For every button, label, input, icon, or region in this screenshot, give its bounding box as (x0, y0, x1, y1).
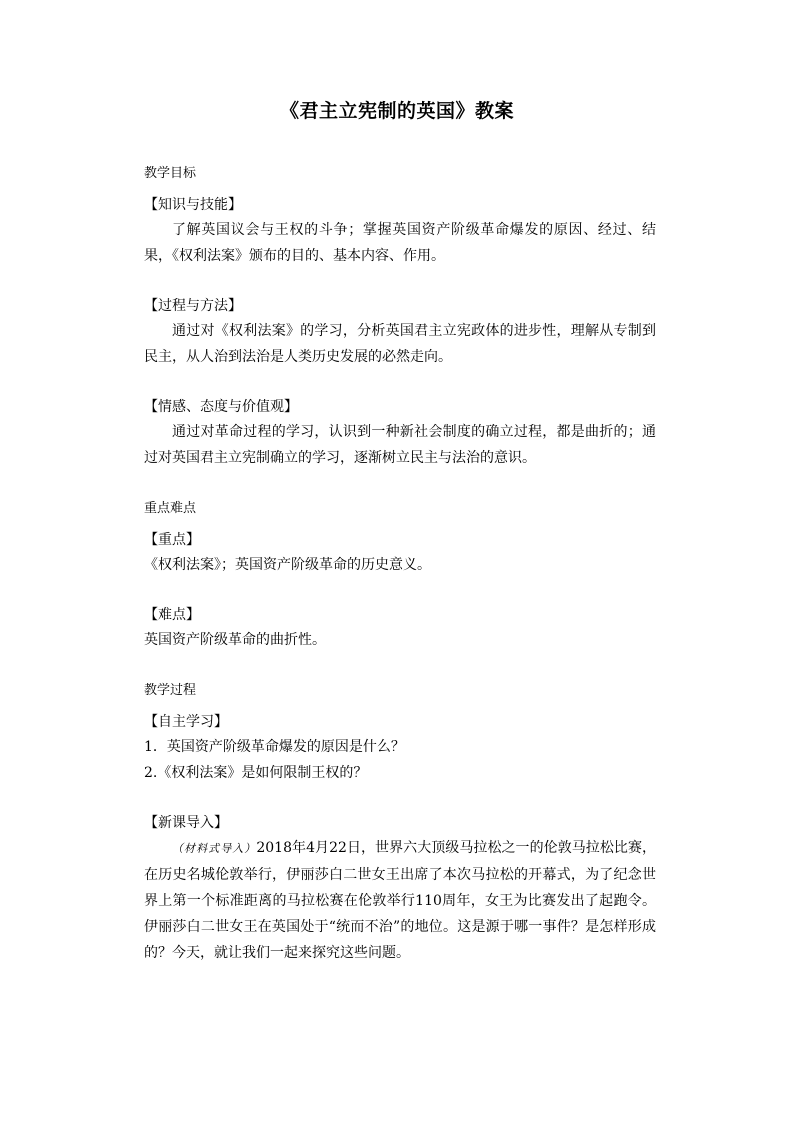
paragraph-process-method: 通过对《权利法案》的学习，分析英国君主立宪政体的进步性，理解从专制到民主，从人治到法治是人类历史发展的必然走向。 (144, 323, 656, 365)
paragraph-emotion: 通过对革命过程的学习，认识到一种新社会制度的确立过程，都是曲折的；通过对英国君主立宪制确立的学习，逐渐树立民主与法治的意识。 (144, 424, 656, 466)
text-difficulty: 英国资产阶级革命的曲折性。 (144, 632, 326, 648)
subheading-process-method: 【过程与方法】 (144, 298, 242, 314)
section-heading-process: 教学过程 (144, 683, 197, 698)
subheading-focus: 【重点】 (144, 532, 200, 548)
paragraph-knowledge: 了解英国议会与王权的斗争；掌握英国资产阶级革命爆发的原因、经过、结果，《权利法案》颁布的目的、基本内容、作用。 (144, 222, 656, 264)
section-heading-key-points: 重点难点 (144, 501, 197, 516)
spacer (144, 269, 656, 295)
subheading-self-study: 【自主学习】 (144, 714, 228, 730)
paragraph-intro (144, 835, 656, 966)
intro-note: （材料式导入） (172, 842, 257, 855)
question-1: 1．英国资产阶级革命爆发的原因是什么？ (144, 739, 405, 755)
subheading-difficulty: 【难点】 (144, 607, 200, 623)
section-heading-objectives: 教学目标 (144, 166, 197, 181)
spacer (144, 520, 656, 529)
text-focus: 《权利法案》；英国资产阶级革命的历史意义。 (144, 557, 431, 573)
intro-text: 2018年4月22日，世界六大顶级马拉松之一的伦敦马拉松比赛，在历史名城伦敦举行，伊丽莎白二世女王出席了本次马拉松的开幕式，为了纪念世界上第一个标准距离的马拉松赛在伦敦举行110周年，女王为比赛发出了起跑令。伊丽莎白二世女王在英国处于“统而不治”的地位。这是源于哪一事件？是怎样形成的？今天，就让我们一起来探究这些问题。 (144, 840, 657, 961)
spacer (144, 370, 656, 396)
spacer (144, 471, 656, 497)
spacer (144, 653, 656, 679)
document-body (144, 162, 656, 966)
spacer (144, 786, 656, 812)
subheading-intro: 【新课导入】 (144, 815, 228, 831)
question-2: 2.《权利法案》是如何限制王权的？ (144, 765, 368, 781)
subheading-knowledge: 【知识与技能】 (144, 197, 242, 213)
spacer (144, 702, 656, 711)
spacer (144, 578, 656, 604)
spacer (144, 185, 656, 194)
subheading-emotion: 【情感、态度与价值观】 (144, 399, 298, 415)
document-title: 《君主立宪制的英国》教案 (279, 100, 514, 122)
